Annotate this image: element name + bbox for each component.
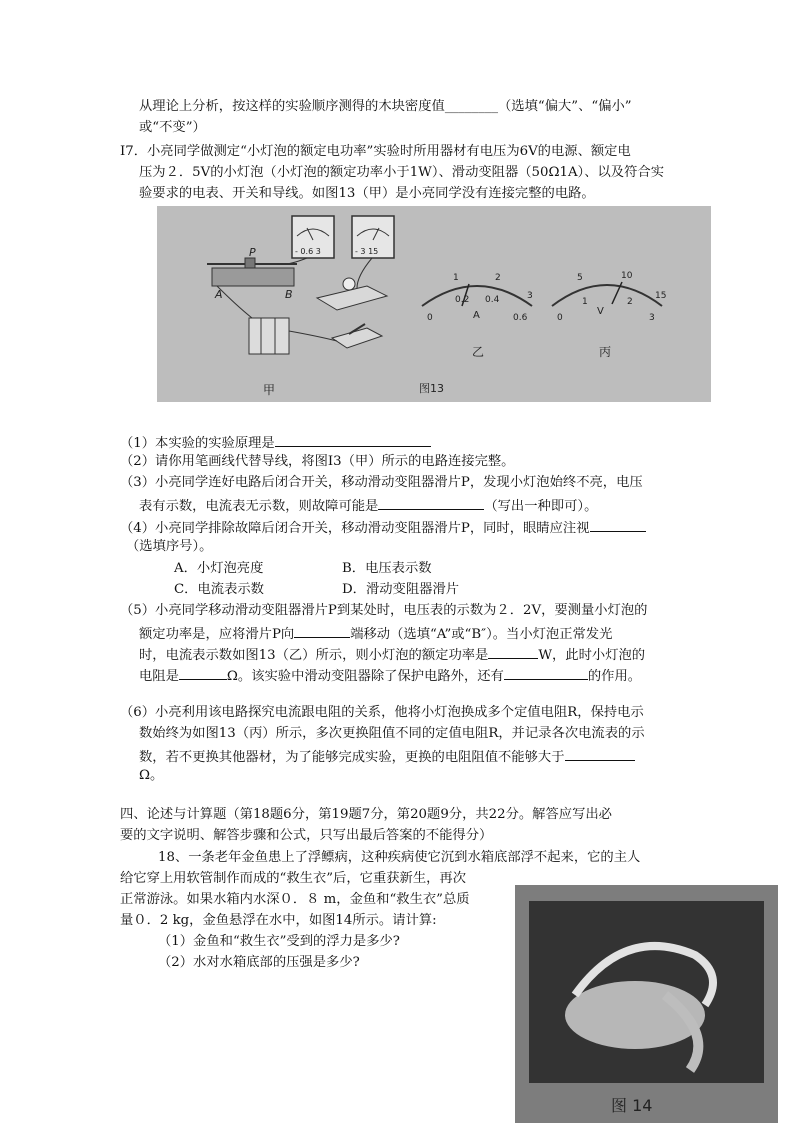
ammeter-tick-3: 0.6 [513,313,528,323]
intro-line-1: 从理论上分析，按这样的实验顺序测得的木块密度值________（选填“偏大”、“偏小” [139,99,632,114]
q18-line-3: 正常游泳。如果水箱内水深０．８ m，金鱼和“救生衣”总质 [120,892,470,907]
q17-line-2: 压为２．5V的小灯泡（小灯泡的额定功率小于1W）、滑动变阻器（50Ω1A）、以及符合实 [139,165,664,180]
part-5-line-1: （5）小亮同学移动滑动变阻器滑片P到某处时，电压表的示数为２．2V，要测量小灯泡的 [120,603,648,618]
part-2: （2）请你用笔画线代替导线，将图I3（甲）所示的电路连接完整。 [120,454,515,469]
voltmeter-upper-5: 5 [577,273,583,283]
voltmeter-upper-15: 15 [655,291,667,301]
part-5-line-4 [139,665,641,686]
part-5-blank-role [504,665,588,680]
part-6-line-4: Ω。 [139,768,164,783]
part-5-text-a: 额定功率是，应将滑片P向 [139,627,295,642]
part-4-line-1 [120,517,646,538]
voltmeter-box [352,216,394,258]
option-d: D．滑动变阻器滑片 [342,582,460,597]
lamp-board [317,278,387,310]
q17-line-1: I7．小亮同学做测定“小灯泡的额定电功率”实验时所用器材有电压为6V的电源、额定电 [120,144,631,159]
ammeter-unit: A [473,310,480,321]
part-6-line-2: 数始终为如图13（丙）所示，多次更换阻值不同的定值电阻R，并记录各次电流表的示 [139,726,645,741]
part-6-line-1: （6）小亮利用该电路探究电流跟电阻的关系，他将小灯泡换成多个定值电阻R，保持电示 [120,705,644,720]
label-yi: 乙 [472,345,485,359]
part-5-text-b: 端移动（选填“A”或“B″）。当小灯泡正常发光 [350,627,613,642]
part-6-line-3 [139,746,635,767]
part-4-blank [590,517,646,532]
q18-line-1: 18、一条老年金鱼患上了浮鳔病，这种疾病使它沉到水箱底部浮不起来，它的主人 [158,850,641,865]
ammeter-tick-0: 0 [427,313,433,323]
voltmeter-unit: V [597,306,604,317]
part-3-line-1: （3）小亮同学连好电路后闭合开关，移动滑动变阻器滑片P，发现小灯泡始终不亮，电压 [120,475,643,490]
voltmeter-terminals: - 3 15 [355,247,379,256]
figure-13-caption: 图13 [419,382,444,395]
ammeter-upper-1: 1 [453,273,459,283]
figure-14-photo [515,885,778,1123]
section-4-line-2: 要的文字说明、解答步骤和公式，只写出最后答案的不能得分） [120,828,493,843]
option-c: C．电流表示数 [174,582,264,597]
voltmeter-tick-2: 2 [627,297,633,307]
ammeter-terminals: - 0.6 3 [295,247,321,256]
part-3-text: 表有示数，电流表无示数，则故障可能是 [139,499,379,514]
label-b: B [285,288,293,301]
battery [249,318,289,354]
voltmeter-tick-1: 1 [582,297,588,307]
label-bing: 丙 [599,345,612,359]
ammeter-dial [422,273,533,359]
part-1-blank [275,432,431,447]
ammeter-box [292,216,334,258]
switch [332,324,382,348]
figure-14-caption: 图 14 [611,1096,653,1115]
q17-line-3: 验要求的电表、开关和导线。如图13（甲）是小亮同学没有连接完整的电路。 [139,186,595,201]
part-3-line-2 [139,495,597,516]
part-5-text-g: 的作用。 [587,669,642,684]
ammeter-tick-2: 0.4 [485,295,500,305]
q18-line-2: 给它穿上用软管制作而成的“救生衣”后，它重获新生，再次 [120,871,467,886]
section-4-line-1: 四、论述与计算题（第18题6分，第19题7分，第20题9分，共22分。解答应写出必 [120,807,612,822]
part-5-line-2 [139,623,612,644]
q18-line-4: 量０．2 kg，金鱼悬浮在水中，如图14所示。请计算: [120,913,437,928]
part-3-blank [378,495,484,510]
part-5-line-3 [139,644,645,665]
part-6-blank [565,746,635,761]
voltmeter-dial [552,271,666,359]
ammeter-upper-2: 2 [495,273,501,283]
part-5-blank-direction [294,623,350,638]
part-1-text: （1）本实验的实验原理是 [120,436,275,451]
label-p: P [249,246,256,259]
voltmeter-tick-0: 0 [557,313,563,323]
voltmeter-upper-10: 10 [621,271,633,281]
figure-13 [157,206,711,402]
part-5-text-f: Ω。该实验中滑动变阻器除了保护电路外，还有 [226,669,504,684]
part-4-line-2: （选填序号）。 [126,539,213,554]
q18-sub-2: （2）水对水箱底部的压强是多少? [158,955,360,970]
part-1 [120,432,431,453]
part-5-text-e: 电阻是 [139,669,179,684]
option-b: B．电压表示数 [342,561,432,576]
ammeter-upper-3: 3 [527,291,533,301]
part-3-text-end: （写出一种即可）。 [484,499,598,514]
part-5-blank-power [488,644,538,659]
part-5-blank-resistance [179,665,227,680]
figure-14 [515,885,778,1123]
option-a: A．小灯泡亮度 [174,561,264,576]
part-5-text-c: 时，电流表示数如图13（乙）所示，则小灯泡的额定功率是 [139,648,489,663]
q18-sub-1: （1）金鱼和“救生衣”受到的浮力是多少? [158,934,400,949]
label-a: A [215,288,223,301]
part-6-text: 数，若不更换其他器材，为了能够完成实验，更换的电阻阻值不能够大于 [139,750,565,765]
part-5-text-d: W，此时小灯泡的 [538,648,646,663]
figure-13-drawing [157,206,711,402]
ammeter-tick-1: 0.2 [455,295,470,305]
intro-line-2: 或“不变”） [139,120,206,135]
label-jia: 甲 [263,383,276,397]
voltmeter-tick-3: 3 [649,313,655,323]
part-4-text: （4）小亮同学排除故障后闭合开关，移动滑动变阻器滑片P，同时，眼睛应注视 [120,521,590,536]
rheostat [207,246,297,301]
